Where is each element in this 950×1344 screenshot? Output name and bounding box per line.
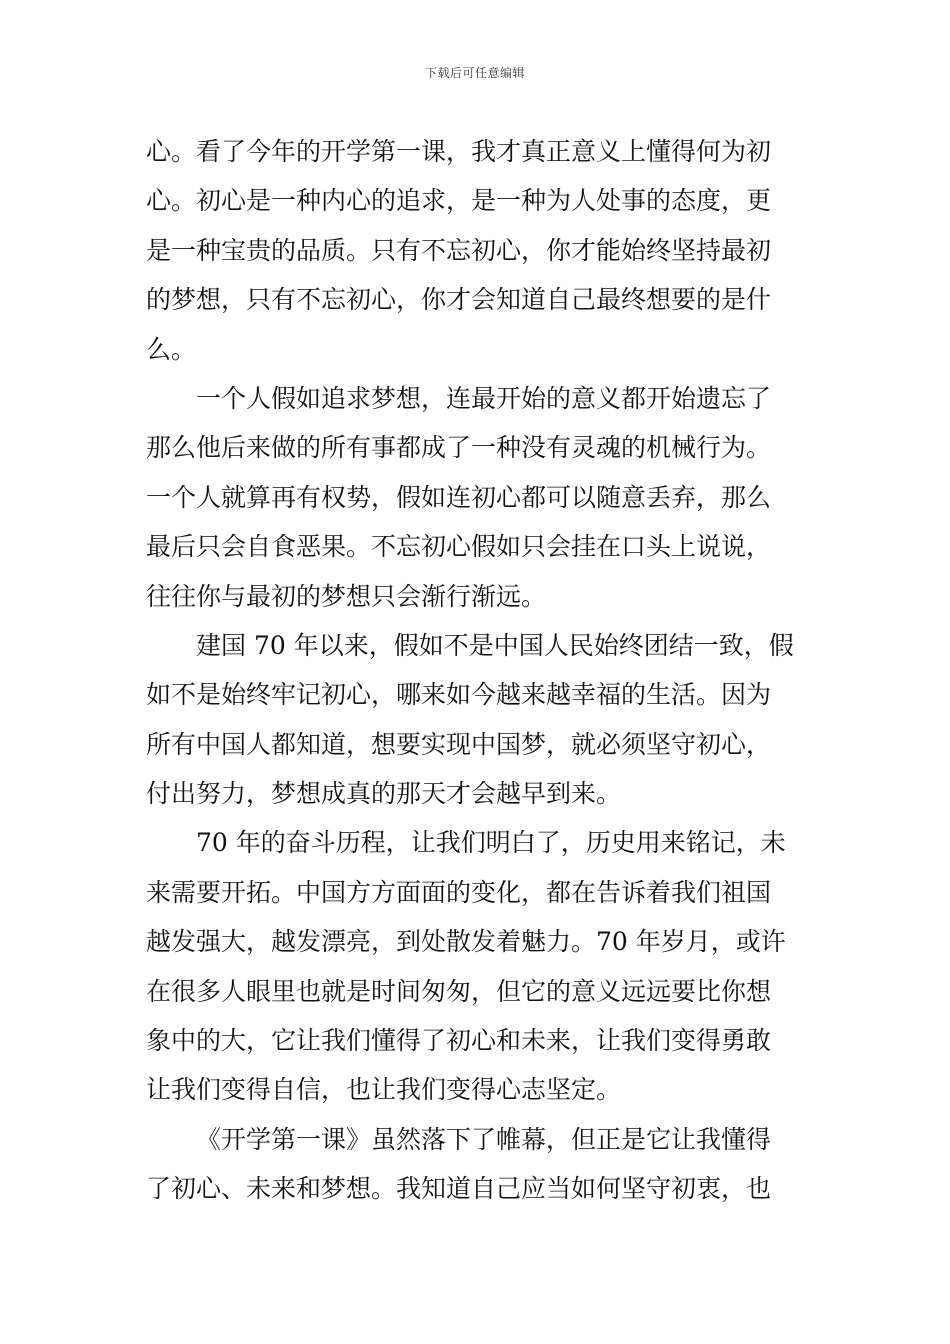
text-line: 70 年的奋斗历程，让我们明白了，历史用来铭记，未 xyxy=(196,828,786,858)
page-header: 下载后可任意编辑 xyxy=(424,66,525,80)
body-text xyxy=(146,127,808,1214)
text-line: 往往你与最初的梦想只会渐行渐远。 xyxy=(146,581,547,611)
text-line: 如不是始终牢记初心，哪来如今越来越幸福的生活。因为 xyxy=(146,680,772,710)
text-line: 一个人假如追求梦想，连最开始的意义都开始遗忘了 xyxy=(196,383,772,413)
text-line: 那么他后来做的所有事都成了一种没有灵魂的机械行为。 xyxy=(146,433,772,463)
text-line: 在很多人眼里也就是时间匆匆，但它的意义远远要比你想 xyxy=(146,976,772,1006)
text-line: 么。 xyxy=(146,334,197,364)
text-line: 心。看了今年的开学第一课，我才真正意义上懂得何为初 xyxy=(146,137,772,166)
text-line: 来需要开拓。中国方方面面的变化，都在告诉着我们祖国 xyxy=(146,877,772,907)
text-line: 《开学第一课》虽然落下了帷幕，但正是它让我懂得 xyxy=(196,1124,772,1154)
text-line: 让我们变得自信，也让我们变得心志坚定。 xyxy=(146,1075,622,1105)
text-line: 付出努力，梦想成真的那天才会越早到来。 xyxy=(146,779,622,809)
text-line: 象中的大，它让我们懂得了初心和未来，让我们变得勇敢 xyxy=(146,1026,772,1056)
text-line: 建国 70 年以来，假如不是中国人民始终团结一致，假 xyxy=(196,630,794,660)
text-line: 心。初心是一种内心的追求，是一种为人处事的态度，更 xyxy=(146,186,772,216)
text-line: 越发强大，越发漂亮，到处散发着魅力。70 年岁月，或许 xyxy=(146,927,786,957)
text-line: 最后只会自食恶果。不忘初心假如只会挂在口头上说说， xyxy=(146,532,772,562)
text-line: 了初心、未来和梦想。我知道自己应当如何坚守初衷，也 xyxy=(146,1174,772,1204)
text-line: 的梦想，只有不忘初心，你才会知道自己最终想要的是什 xyxy=(146,285,772,315)
text-line: 是一种宝贵的品质。只有不忘初心，你才能始终坚持最初 xyxy=(146,235,772,265)
text-line: 一个人就算再有权势，假如连初心都可以随意丢弃，那么 xyxy=(146,482,772,512)
text-line: 所有中国人都知道，想要实现中国梦，就必须坚守初心， xyxy=(146,729,772,759)
